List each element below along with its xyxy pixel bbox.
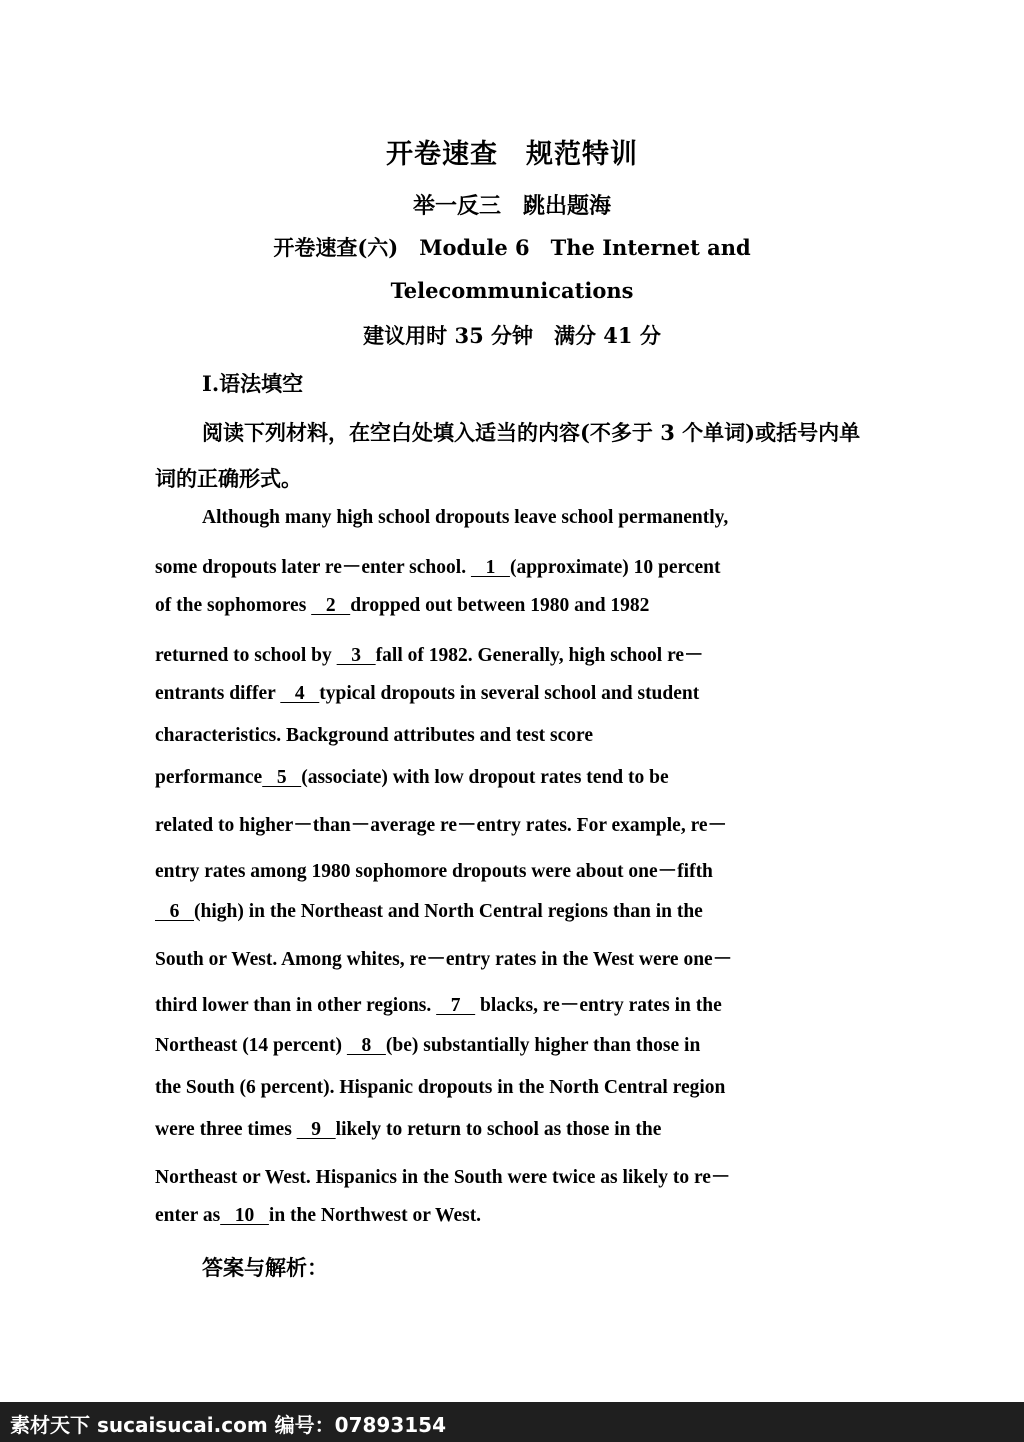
blank-number: 8 [346, 1035, 386, 1056]
passage-text: of the sophomores [155, 595, 312, 616]
passage-text: (approximate) 10 percent [509, 557, 721, 578]
passage-line [155, 1035, 875, 1057]
passage-text: likely to return to school as those in the [335, 1119, 662, 1140]
passage-line [155, 989, 875, 1017]
blank-number: 1 [470, 557, 510, 578]
passage-text: returned to school by [155, 645, 337, 666]
section-heading: Ⅰ.语法填空 [202, 371, 304, 396]
page-subtitle: 举一反三 跳出题海 [412, 193, 611, 219]
blank-number: 9 [296, 1119, 336, 1140]
passage-line [155, 725, 875, 747]
passage-text: Although many high school dropouts leave school permanently, [202, 507, 729, 528]
passage-text: dropped out between 1980 and 1982 [350, 595, 650, 616]
blank-number: 5 [262, 767, 302, 788]
passage-text: enter as [155, 1205, 221, 1226]
passage-text: entry rates among 1980 sophomore dropouts were about one－fifth [155, 861, 713, 882]
passage-line [155, 901, 875, 923]
passage-line [155, 1077, 875, 1099]
passage-line [155, 943, 875, 971]
blank-number: 3 [336, 645, 376, 666]
passage-text: third lower than in other regions. [155, 995, 437, 1016]
passage-text: (associate) with low dropout rates tend to be [301, 767, 669, 788]
watermark-text: 素材天下 sucaisucai.com 编号：07893154 [10, 1413, 446, 1437]
passage-text: in the Northwest or West. [268, 1205, 482, 1226]
passage-text: blacks, re－entry rates in the [475, 995, 722, 1016]
blank-number: 4 [280, 683, 320, 704]
blank-number: 2 [311, 595, 351, 616]
time-limit-line: 建议用时 35 分钟 满分 41 分 [363, 323, 661, 348]
passage-line [155, 1161, 875, 1189]
passage-line [155, 551, 875, 579]
blank-number: 10 [220, 1205, 269, 1226]
passage-text: (high) in the Northeast and North Central regions than in the [194, 901, 703, 922]
passage-line [155, 639, 875, 667]
passage-text: typical dropouts in several school and student [319, 683, 700, 704]
passage-line [155, 809, 875, 837]
passage-text: some dropouts later re－enter school. [155, 557, 471, 578]
passage-text: characteristics. Background attributes and test score [155, 725, 593, 746]
passage-line [202, 507, 922, 529]
module-heading-line1: 开卷速查(六) Module 6 The Internet and [273, 235, 751, 260]
section-instructions: 阅读下列材料，在空白处填入适当的内容(不多于 3 个单词)或括号内单词的正确形式。 [155, 420, 861, 491]
passage-text: Northeast (14 percent) [155, 1035, 347, 1056]
passage-text: fall of 1982. Generally, high school re－ [375, 645, 704, 666]
passage-text: related to higher－than－average re－entry rates. For example, re－ [155, 815, 728, 836]
module-heading-line2: Telecommunications [390, 278, 634, 303]
passage-text: entrants differ [155, 683, 281, 704]
passage-text: South or West. Among whites, re－entry rates in the West were one－ [155, 949, 733, 970]
passage-text: (be) substantially higher than those in [385, 1035, 701, 1056]
passage-line [155, 683, 875, 705]
passage-text: were three times [155, 1119, 297, 1140]
passage-text: the South (6 percent). Hispanic dropouts in the North Central region [155, 1077, 726, 1098]
passage-line [155, 855, 875, 883]
passage-text: performance [155, 767, 263, 788]
blank-number: 7 [436, 995, 476, 1016]
passage-line [155, 595, 875, 617]
passage-line [155, 1119, 875, 1141]
passage-line [155, 1205, 875, 1227]
passage-text: Northeast or West. Hispanics in the South were twice as likely to re－ [155, 1167, 731, 1188]
page-title: 开卷速查 规范特训 [386, 139, 638, 170]
passage-line [155, 767, 875, 789]
answers-heading: 答案与解析： [202, 1255, 328, 1280]
blank-number: 6 [155, 901, 194, 922]
